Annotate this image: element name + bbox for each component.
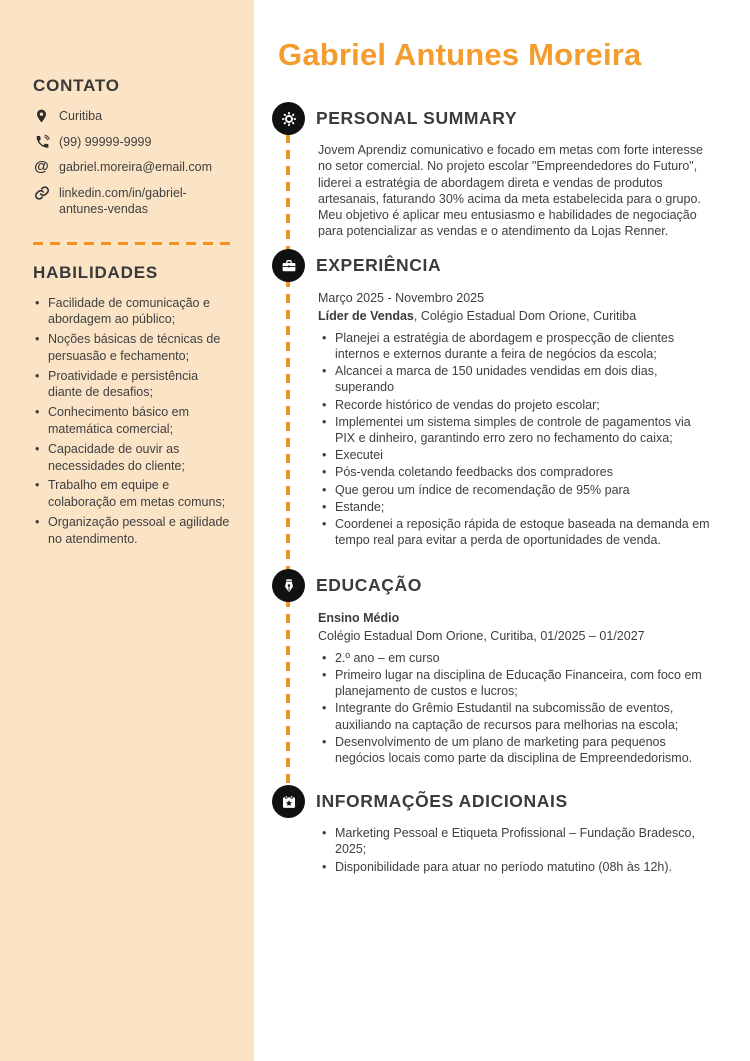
contact-phone-text: (99) 99999-9999 — [59, 134, 152, 149]
experience-bullets — [318, 330, 710, 549]
experience-date-range: Março 2025 - Novembro 2025 — [318, 291, 485, 306]
experience-bullet: • Alcancei a marca de 150 unidades vendidas em dois dias, superando — [318, 363, 710, 395]
contact-location-text: Curitiba — [59, 109, 103, 123]
main-column — [254, 0, 750, 1061]
contact-item-email — [33, 159, 232, 176]
contact-linkedin-text: linkedin.com/in/gabriel-antunes-vendas — [59, 185, 187, 216]
section-title-education: EDUCAÇÃO — [316, 575, 422, 596]
contact-section-title: CONTATO — [33, 76, 120, 95]
briefcase-icon — [272, 249, 305, 282]
skills-list — [33, 295, 232, 548]
section-title-experience: EXPERIÊNCIA — [316, 255, 442, 276]
experience-role-rest: , Colégio Estadual Dom Orione, Curitiba — [413, 308, 637, 323]
skill-item: • Organização pessoal e agilidade no atendimento. — [33, 514, 232, 548]
education-bullet: • Primeiro lugar na disciplina de Educação Financeira, com foco em planejamento de custos e lucros; — [318, 667, 710, 699]
skill-item: • Proatividade e persistência diante de desafios; — [33, 368, 232, 402]
contact-item-linkedin — [33, 185, 232, 218]
link-icon — [33, 185, 50, 201]
experience-bullet: • Planejei a estratégia de abordagem e prospecção de clientes internos e externos durante a feira de negócios da escola; — [318, 330, 710, 362]
section-additional-info — [254, 785, 750, 875]
additional-bullets — [318, 825, 710, 875]
skill-item: • Trabalho em equipe e colaboração em metas comuns; — [33, 477, 232, 511]
sidebar-divider — [33, 242, 232, 245]
section-experience — [254, 249, 750, 548]
section-title-summary: PERSONAL SUMMARY — [316, 108, 518, 129]
pen-nib-icon — [272, 569, 305, 602]
sidebar — [0, 0, 254, 1061]
experience-bullet: • Que gerou um índice de recomendação de 95% para — [318, 482, 710, 498]
additional-bullet: • Marketing Pessoal e Etiqueta Profissional – Fundação Bradesco, 2025; — [318, 825, 710, 857]
calendar-icon — [272, 785, 305, 818]
contact-email-text: gabriel.moreira@email.com — [59, 160, 213, 174]
location-pin-icon — [33, 108, 50, 124]
experience-bullet: • Executei — [318, 447, 710, 463]
contact-item-location — [33, 108, 232, 125]
skill-item: • Conhecimento básico em matemática comercial; — [33, 404, 232, 438]
experience-bullet: • Implementei um sistema simples de controle de pagamentos via PIX e dinheiro, garantindo erro zero no fechamento do caixa; — [318, 414, 710, 446]
skill-item: • Facilidade de comunicação e abordagem ao público; — [33, 295, 232, 329]
contact-item-phone — [33, 134, 232, 151]
at-sign-icon: @ — [34, 158, 49, 175]
summary-paragraph: Jovem Aprendiz comunicativo e focado em metas com forte interesse no setor comercial. No projeto escolar "Empreendedores do Futuro", liderei a estratégia de abordagem direta e vendas de produtos artesanais, faturando 30% acima da meta estabelecida para o grupo. Meu objetivo é aplicar meu entusiasmo e habilidades de negociação para potencializar as vendas e o atendimento da Lojas Renner. — [318, 143, 703, 239]
experience-bullet: • Recorde histórico de vendas do projeto escolar; — [318, 397, 710, 413]
education-bullet: • 2.º ano – em curso — [318, 650, 710, 666]
education-degree: Ensino Médio — [318, 611, 400, 626]
skills-section-title: HABILIDADES — [33, 262, 158, 282]
education-institution: Colégio Estadual Dom Orione, Curitiba, 01/2025 – 01/2027 — [318, 628, 645, 643]
experience-bullet: • Coordenei a reposição rápida de estoque baseada na demanda em tempo real para evitar a perda de oportunidades de venda. — [318, 516, 710, 548]
section-title-additional: INFORMAÇÕES ADICIONAIS — [316, 791, 568, 812]
experience-role: Líder de Vendas — [318, 308, 414, 323]
candidate-name: Gabriel Antunes Moreira — [278, 37, 642, 72]
gear-icon — [272, 102, 305, 135]
experience-bullet: • Estande; — [318, 499, 710, 515]
education-bullet: • Integrante do Grêmio Estudantil na subcomissão de eventos, auxiliando na captação de recursos para melhorias na escola; — [318, 700, 710, 732]
additional-bullet: • Disponibilidade para atuar no período matutino (08h às 12h). — [318, 859, 710, 875]
skill-item: • Noções básicas de técnicas de persuasão e fechamento; — [33, 331, 232, 365]
phone-icon — [33, 134, 50, 150]
education-bullet: • Desenvolvimento de um plano de marketing para pequenos negócios locais como parte da disciplina de Empreendedorismo. — [318, 734, 710, 766]
section-education — [254, 569, 750, 766]
education-bullets — [318, 650, 710, 766]
experience-bullet: • Pós-venda coletando feedbacks dos compradores — [318, 464, 710, 480]
experience-role-line — [318, 308, 710, 324]
section-personal-summary — [254, 102, 750, 239]
skill-item: • Capacidade de ouvir as necessidades do cliente; — [33, 441, 232, 475]
